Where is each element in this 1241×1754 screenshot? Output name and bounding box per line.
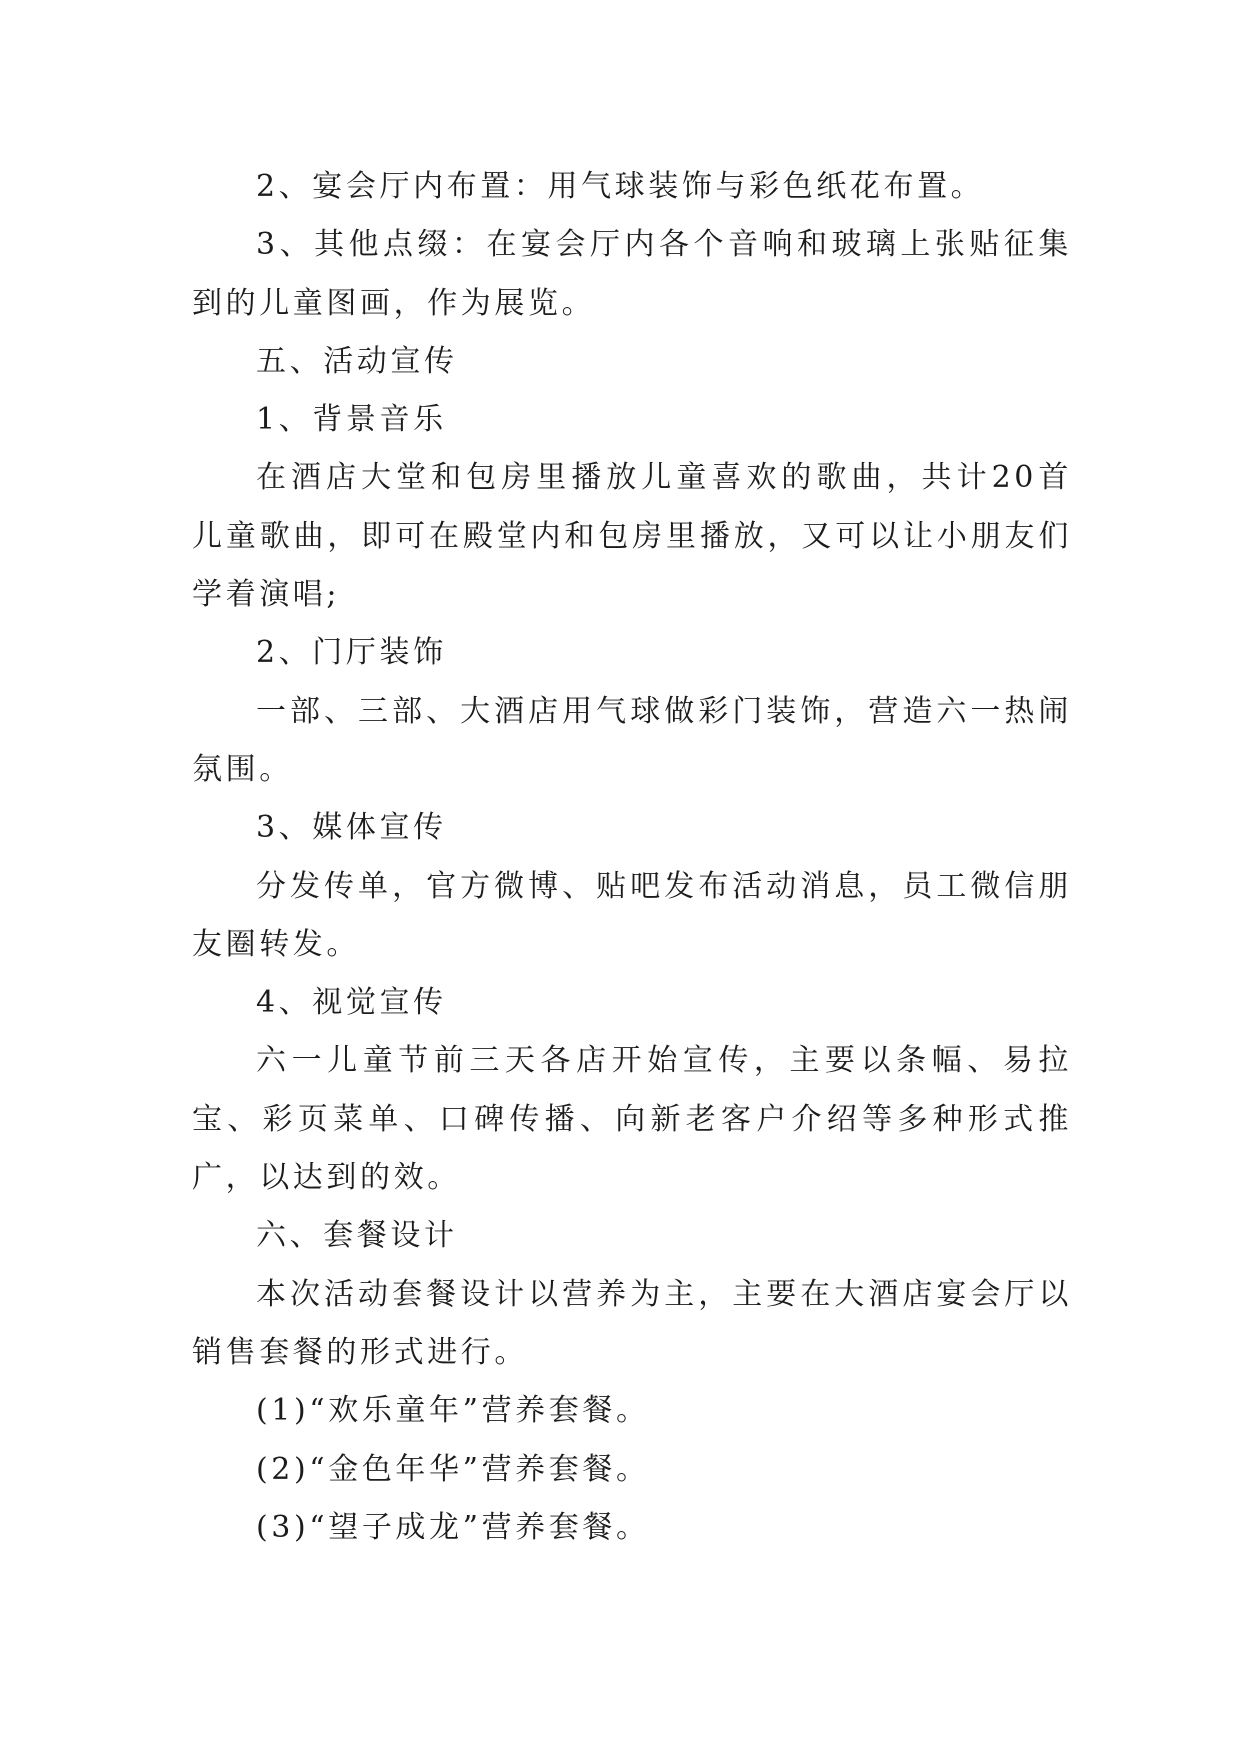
paragraph: 六一儿童节前三天各店开始宣传，主要以条幅、易拉宝、彩页菜单、口碑传播、向新老客户介绍等多种形式推广，以达到的效。 (192, 1043, 1072, 1196)
section-heading: 六、套餐设计 (256, 1218, 458, 1254)
document-body (192, 158, 1072, 1557)
paragraph: 一部、三部、大酒店用气球做彩门装饰，营造六一热闹氛围。 (192, 693, 1072, 787)
subsection-heading: 4、视觉宣传 (256, 985, 447, 1021)
paragraph: 2、宴会厅内布置：用气球装饰与彩色纸花布置。 (256, 169, 985, 204)
paragraph: 3、其他点缀：在宴会厅内各个音响和玻璃上张贴征集到的儿童图画，作为展览。 (192, 227, 1072, 321)
subsection-heading: 3、媒体宣传 (256, 810, 447, 846)
list-item: (2)“金色年华”营养套餐。 (256, 1451, 650, 1487)
list-item: (1)“欢乐童年”营养套餐。 (256, 1393, 650, 1429)
paragraph: 分发传单，官方微博、贴吧发布活动消息，员工微信朋友圈转发。 (192, 868, 1072, 962)
list-item: (3)“望子成龙”营养套餐。 (256, 1509, 650, 1545)
section-heading: 五、活动宣传 (256, 343, 458, 379)
paragraph: 在酒店大堂和包房里播放儿童喜欢的歌曲，共计20首儿童歌曲，即可在殿堂内和包房里播放，又可以让小朋友们学着演唱; (192, 460, 1072, 613)
paragraph: 本次活动套餐设计以营养为主，主要在大酒店宴会厅以销售套餐的形式进行。 (192, 1276, 1072, 1370)
subsection-heading: 1、背景音乐 (256, 402, 447, 438)
subsection-heading: 2、门厅装饰 (256, 635, 447, 671)
